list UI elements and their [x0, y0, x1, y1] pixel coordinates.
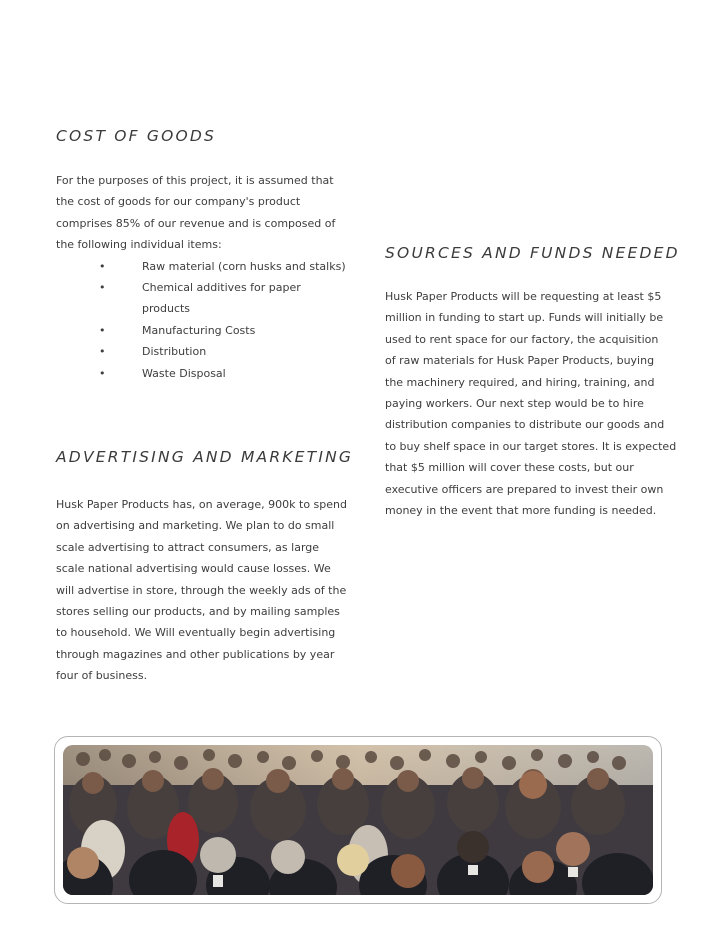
sources-section — [385, 244, 695, 521]
body-line: distribution companies to distribute our goods and — [385, 418, 665, 432]
body-line: on advertising and marketing. We plan to do small — [56, 519, 335, 533]
body-line: will advertise in store, through the weekly ads of the — [56, 583, 347, 597]
bullet: • — [99, 345, 106, 359]
list-item — [56, 256, 376, 277]
body-line: four of business. — [56, 669, 148, 683]
body-line: Husk Paper Products has, on average, 900k to spend — [56, 498, 347, 511]
photo-frame — [54, 736, 662, 904]
body-line: through magazines and other publications by year — [56, 647, 335, 661]
body-line: money in the event that more funding is needed. — [385, 504, 657, 518]
advertising-heading: ADVERTISING AND MARKETING — [56, 448, 354, 466]
body-line: executive officers are prepared to invest their own — [385, 482, 664, 496]
cost-items-list — [56, 256, 376, 384]
body-line: that $5 million will cover these costs, but our — [385, 461, 634, 475]
item-text: Manufacturing Costs — [142, 323, 256, 337]
list-item — [56, 277, 376, 320]
bullet: • — [99, 281, 106, 295]
advertising-body — [56, 494, 376, 687]
body-line: million in funding to start up. Funds will initially be — [385, 311, 664, 325]
body-line: paying workers. Our next step would be to hire — [385, 397, 644, 411]
body-line: to household. We Will eventually begin advertising — [56, 626, 336, 640]
cost-of-goods-intro — [56, 170, 376, 256]
cost-of-goods-section — [56, 127, 376, 384]
bullet: • — [99, 366, 106, 380]
body-line: Husk Paper Products will be requesting at least $5 — [385, 290, 662, 303]
list-item — [56, 341, 376, 362]
item-text: products — [142, 302, 191, 316]
body-line: used to rent space for our factory, the acquisition — [385, 332, 659, 346]
body-line: scale advertising to attract consumers, as large — [56, 540, 320, 554]
crowd-photo — [63, 745, 653, 895]
sources-body — [385, 286, 695, 521]
cost-of-goods-heading: COST OF GOODS — [56, 127, 217, 145]
body-line: scale national advertising would cause losses. We — [56, 562, 331, 576]
sources-heading: SOURCES AND FUNDS NEEDED — [385, 244, 680, 262]
intro-line: For the purposes of this project, it is assumed that — [56, 174, 334, 187]
item-text: Waste Disposal — [142, 366, 226, 380]
item-text: Chemical additives for paper — [142, 281, 301, 295]
intro-line: the following individual items: — [56, 238, 222, 252]
bullet: • — [99, 259, 106, 273]
body-line: to buy shelf space in our target stores. It is expected — [385, 439, 677, 453]
body-line: the machinery required, and hiring, training, and — [385, 375, 655, 389]
intro-line: comprises 85% of our revenue and is composed of — [56, 216, 336, 230]
bullet: • — [99, 323, 106, 337]
item-text: Distribution — [142, 345, 207, 359]
list-item — [56, 320, 376, 341]
body-line: stores selling our products, and by mailing samples — [56, 605, 340, 619]
item-text: Raw material (corn husks and stalks) — [142, 259, 346, 273]
list-item — [56, 363, 376, 384]
body-line: of raw materials for Husk Paper Products, buying — [385, 354, 655, 368]
intro-line: the cost of goods for our company's product — [56, 195, 301, 209]
advertising-section — [56, 448, 376, 687]
